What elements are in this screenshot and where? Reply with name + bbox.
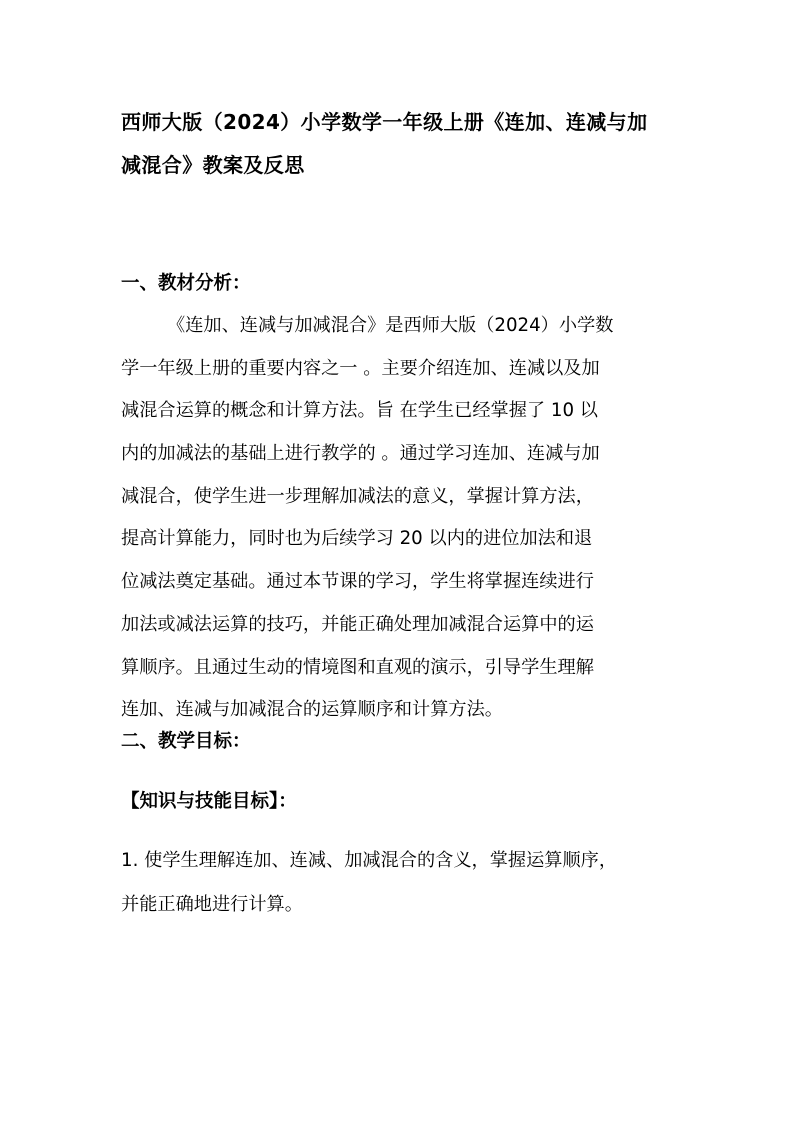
analysis-line: 提高计算能力，同时也为后续学习 20 以内的进位加法和退: [121, 528, 593, 550]
analysis-line: 位减法奠定基础。通过本节课的学习，学生将掌握连续进行: [121, 571, 594, 593]
analysis-line: 《连加、连减与加减混合》是西师大版（2024）小学数: [167, 315, 614, 336]
goal-1-paragraph: [121, 839, 681, 927]
goal-1-line: 并能正确地进行计算。: [121, 894, 303, 915]
analysis-line: 加法或减法运算的技巧，并能正确处理加减混合运算中的运: [121, 613, 594, 635]
analysis-paragraph: [121, 305, 681, 732]
document-title: [121, 101, 681, 187]
subheading-knowledge-skills: 【知识与技能目标】：: [121, 791, 297, 812]
analysis-line: 内的加减法的基础上进行教学的 。通过学习连加、连减与加: [121, 443, 600, 465]
analysis-line: 算顺序。且通过生动的情境图和直观的演示，引导学生理解: [121, 656, 594, 678]
title-line-2: 减混合》教案及反思: [121, 153, 305, 177]
analysis-line: 连加、连减与加减混合的运算顺序和计算方法。: [121, 699, 503, 721]
analysis-line: 减混合运算的概念和计算方法。旨 在学生已经掌握了 10 以: [121, 400, 598, 422]
section-heading-analysis: 一、教材分析：: [121, 273, 251, 294]
goal-1-line: 1. 使学生理解连加、连减、加减混合的含义，掌握运算顺序，: [121, 850, 618, 871]
section-heading-goals: 二、教学目标：: [121, 731, 251, 752]
analysis-line: 减混合，使学生进一步理解加减法的意义，掌握计算方法，: [121, 485, 594, 507]
title-line-1: 西师大版（2024）小学数学一年级上册《连加、连减与加: [121, 110, 648, 134]
analysis-line: 学一年级上册的重要内容之一 。主要介绍连加、连减以及加: [121, 357, 600, 379]
